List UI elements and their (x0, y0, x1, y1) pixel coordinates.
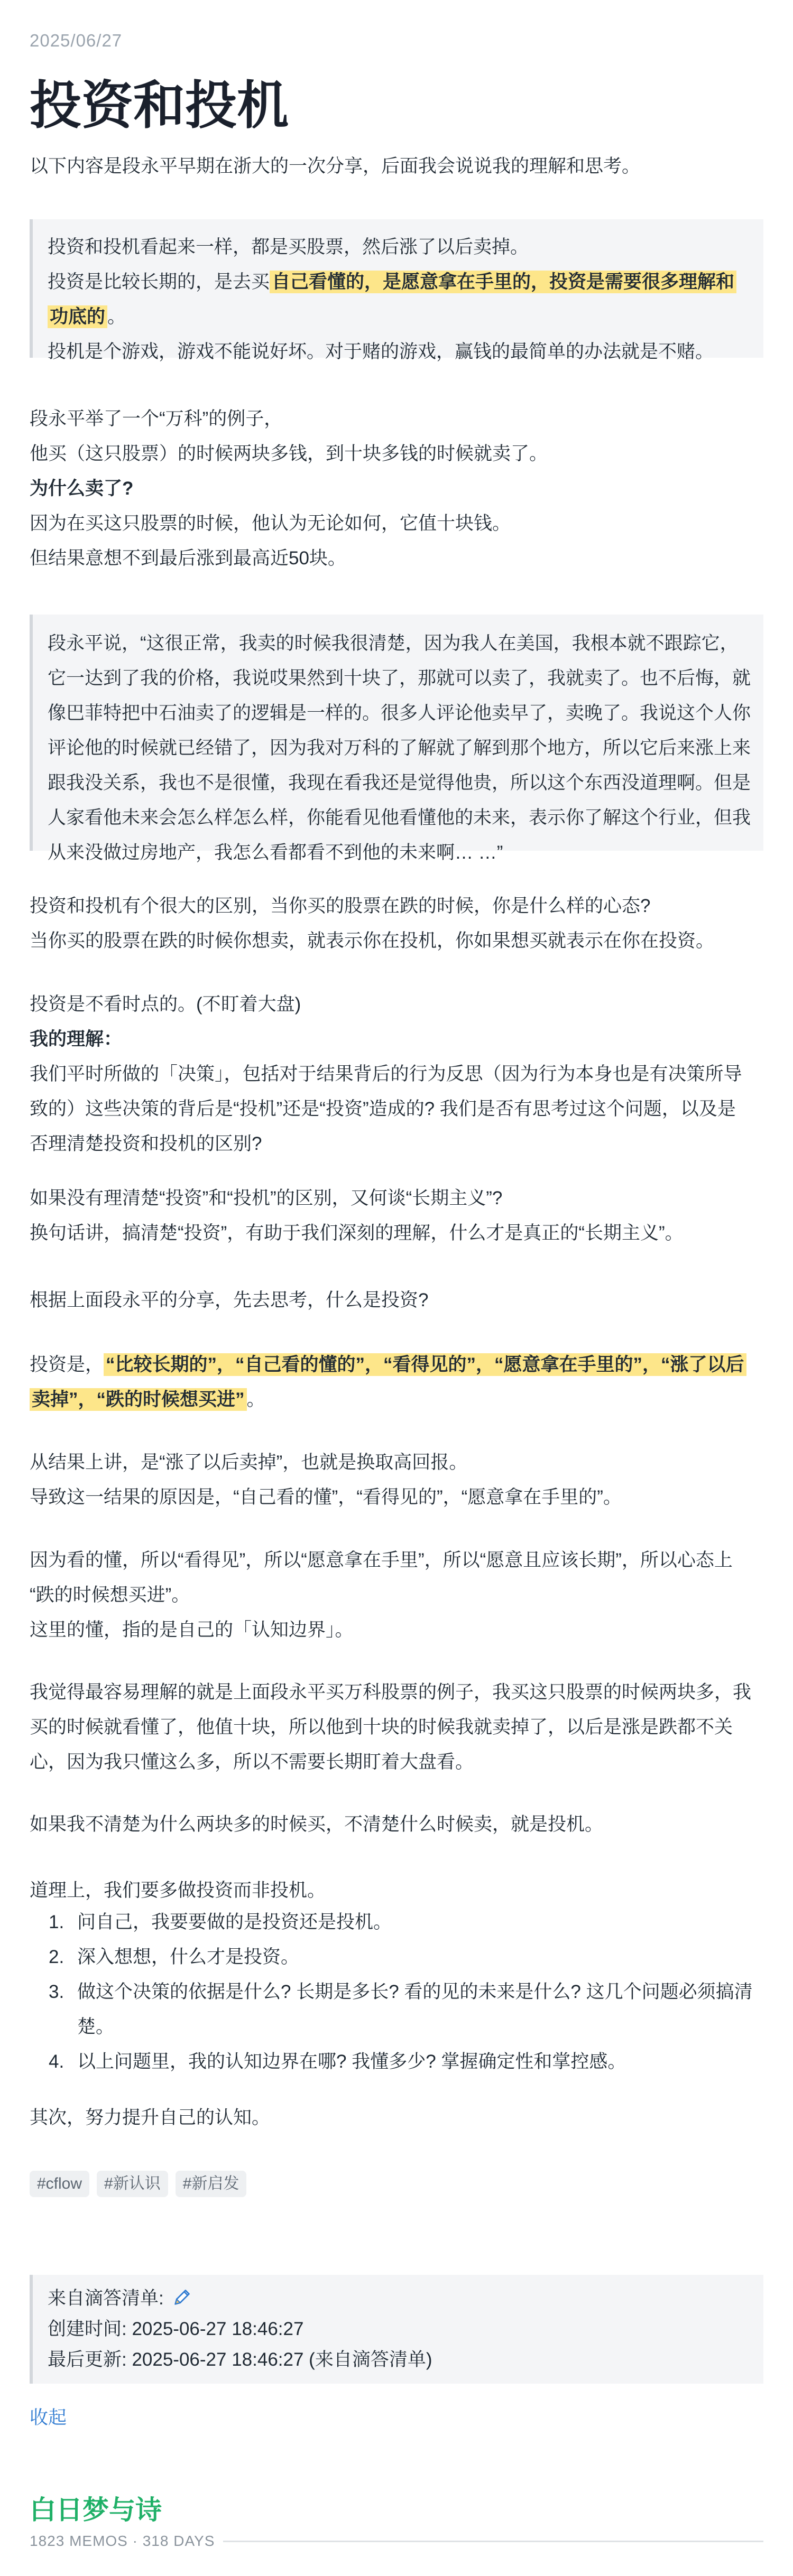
diff-line1: 投资和投机有个很大的区别，当你买的股票在跌的时候，你是什么样的心态? (30, 896, 651, 916)
example-paragraph (30, 402, 763, 576)
quote1-highlight-1: 自己看懂的，是愿意拿在手里的，投资是需要很多理解和 (270, 271, 736, 293)
understanding-paragraph (30, 1022, 763, 1161)
quote2-line6: 人家看他未来会怎么样怎么样，你能看见他看懂他的未来，表示你了解这个行业，但我 (48, 807, 751, 828)
because-line1: 因为看的懂，所以“看得见”，所以“愿意拿在手里”，所以“愿意且应该长期”，所以心态上 (30, 1550, 733, 1570)
list-item-number: 1. (49, 1912, 64, 1932)
understanding-line3: 否理清楚投资和投机的区别? (30, 1133, 262, 1154)
example-line4: 因为在买这只股票的时候，他认为无论如何，它值十块钱。 (30, 513, 511, 534)
quote1-highlight-2: 功底的 (48, 305, 107, 328)
quote-block-2 (30, 615, 763, 863)
meta-updated: 最后更新: 2025-06-27 18:46:27 (来自滴答清单) (48, 2349, 432, 2370)
quote-block-1 (30, 219, 763, 362)
understanding-line2: 致的）这些决策的背后是“投机”还是“投资”造成的? 我们是否有思考过这个问题，以及是 (30, 1099, 736, 1119)
example-line5: 但结果意想不到最后涨到最高近50块。 (30, 548, 346, 569)
example-line2: 他买（这只股票）的时候两块多钱，到十块多钱的时候就卖了。 (30, 443, 548, 464)
quote1-line2 (48, 265, 750, 300)
definition-prefix: 投资是， (30, 1354, 104, 1375)
quote2-line4: 评论他的时候就已经错了，因为我对万科的了解就了解到那个地方，所以它后来涨上来 (48, 738, 751, 758)
memo-date: 2025/06/27 (30, 31, 123, 50)
meta-source: 来自滴答清单: (48, 2288, 164, 2309)
definition-line1 (30, 1347, 763, 1382)
easy-line3: 心，因为我只懂这么多，所以不需要长期盯着大盘看。 (30, 1752, 474, 1772)
understanding-heading: 我的理解： (30, 1029, 123, 1049)
collapse-link[interactable]: 收起 (30, 2407, 67, 2428)
understanding-line1: 我们平时所做的「决策」，包括对于结果背后的行为反思（因为行为本身也是有决策所导 (30, 1064, 742, 1084)
difference-paragraph (30, 889, 763, 959)
list-item-text: 以上问题里，我的认知边界在哪? 我懂多少? 掌握确定性和掌控感。 (77, 2051, 626, 2072)
because-paragraph (30, 1543, 763, 1648)
definition-paragraph (30, 1347, 763, 1417)
quote2-line5: 跟我没关系，我也不是很懂，我现在看我还是觉得他贵，所以这个东西没道理啊。但是 (48, 773, 751, 793)
question-text: 根据上面段永平的分享，先去思考，什么是投资? (30, 1290, 429, 1310)
intro-text: 以下内容是段永平早期在浙大的一次分享，后面我会说说我的理解和思考。 (30, 156, 641, 176)
tag-chip[interactable]: #cflow (30, 2171, 89, 2197)
quote2-line3: 像巴菲特把中石油卖了的逻辑是一样的。很多人评论他卖早了，卖晚了。我说这个人你 (48, 703, 751, 723)
stats-divider (223, 2541, 763, 2542)
because-line2: “跌的时候想买进”。 (30, 1585, 190, 1605)
quote1-line2-text: 投资是比较长期的，是去买 (48, 272, 270, 292)
list-item-number: 2. (49, 1947, 64, 1967)
definition-suffix: 。 (246, 1389, 265, 1410)
longterm-line1: 如果没有理清楚“投资”和“投机”的区别，又何谈“长期主义”? (30, 1188, 503, 1208)
list-item-number: 3. (49, 1982, 64, 2002)
site-brand[interactable]: 白日梦与诗 (30, 2495, 162, 2525)
page-title: 投资和投机 (30, 76, 289, 134)
principle-text: 道理上，我们要多做投资而非投机。 (30, 1880, 326, 1901)
result-line1: 从结果上讲，是“涨了以后卖掉”，也就是换取高回报。 (30, 1452, 468, 1473)
quote2-line1: 段永平说，“这很正常，我卖的时候我很清楚，因为我人在美国，我根本就不跟踪它， (48, 633, 739, 654)
quote1-line1: 投资和投机看起来一样，都是买股票，然后涨了以后卖掉。 (48, 237, 529, 257)
list-item (30, 1975, 763, 2044)
tag-chip[interactable]: #新启发 (176, 2171, 247, 2197)
definition-highlight-1: “比较长期的”，“自己看的懂的”，“看得见的”，“愿意拿在手里的”，“涨了以后 (104, 1353, 746, 1376)
secondly-text: 其次，努力提升自己的认知。 (30, 2107, 271, 2128)
easy-line1: 我觉得最容易理解的就是上面段永平买万科股票的例子，我买这只股票的时候两块多，我 (30, 1682, 752, 1703)
list-item-number: 4. (49, 2051, 64, 2072)
no-timing-text: 投资是不看时点的。(不盯着大盘) (30, 994, 301, 1015)
list-item-text-cont: 楚。 (77, 2016, 115, 2037)
diff-line2: 当你买的股票在跌的时候你想卖，就表示你在投机，你如果想买就表示在你在投资。 (30, 931, 715, 951)
because-line3: 这里的懂，指的是自己的「认知边界」。 (30, 1620, 354, 1640)
list-item (30, 1905, 763, 1940)
list-item (30, 1940, 763, 1975)
list-item-text: 深入想想，什么才是投资。 (77, 1947, 300, 1967)
definition-line2 (30, 1382, 763, 1417)
quote1-line4: 投机是个游戏，游戏不能说好坏。对于赌的游戏，赢钱的最简单的办法就是不赌。 (48, 341, 714, 362)
longterm-paragraph (30, 1181, 763, 1251)
result-paragraph (30, 1445, 763, 1515)
ordered-list (30, 1905, 763, 2079)
list-item-text: 做这个决策的依据是什么? 长期是多长? 看的见的未来是什么? 这几个问题必须搞清 (77, 1982, 753, 2002)
site-stats (30, 2533, 763, 2550)
example-line1: 段永平举了一个“万科”的例子， (30, 408, 283, 429)
easy-example-paragraph (30, 1675, 763, 1780)
quote2-line7: 从来没做过房地产，我怎么看都看不到他的未来啊… …” (48, 842, 503, 863)
definition-highlight-2: 卖掉”，“跌的时候想买进” (30, 1388, 247, 1411)
quote1-line3 (48, 300, 750, 334)
list-item (30, 2044, 763, 2079)
collapse-row (30, 2403, 763, 2430)
meta-created: 创建时间: 2025-06-27 18:46:27 (48, 2319, 304, 2339)
quote2-line2: 它一达到了我的价格，我说哎果然到十块了，那就可以卖了，我就卖了。也不后悔，就 (48, 668, 751, 689)
longterm-line2: 换句话讲，搞清楚“投资”，有助于我们深刻的理解，什么才是真正的“长期主义”。 (30, 1223, 684, 1243)
easy-line2: 买的时候就看懂了，他值十块，所以他到十块的时候我就卖掉了，以后是涨是跌都不关 (30, 1717, 733, 1737)
stats-text: 1823 MEMOS · 318 DAYS (30, 2533, 215, 2549)
list-item-text: 问自己，我要要做的是投资还是投机。 (77, 1912, 392, 1932)
quote1-line3-text: 。 (107, 306, 126, 327)
memo-meta-box (30, 2275, 763, 2384)
result-line2: 导致这一结果的原因是，“自己看的懂”，“看得见的”，“愿意拿在手里的”。 (30, 1487, 622, 1508)
tag-chip[interactable]: #新认识 (97, 2171, 168, 2197)
speculate-text: 如果我不清楚为什么两块多的时候买，不清楚什么时候卖，就是投机。 (30, 1814, 604, 1835)
pencil-icon[interactable] (172, 2286, 193, 2308)
meta-source-line (48, 2283, 749, 2314)
tag-list (30, 2171, 763, 2197)
example-question: 为什么卖了? (30, 478, 134, 499)
